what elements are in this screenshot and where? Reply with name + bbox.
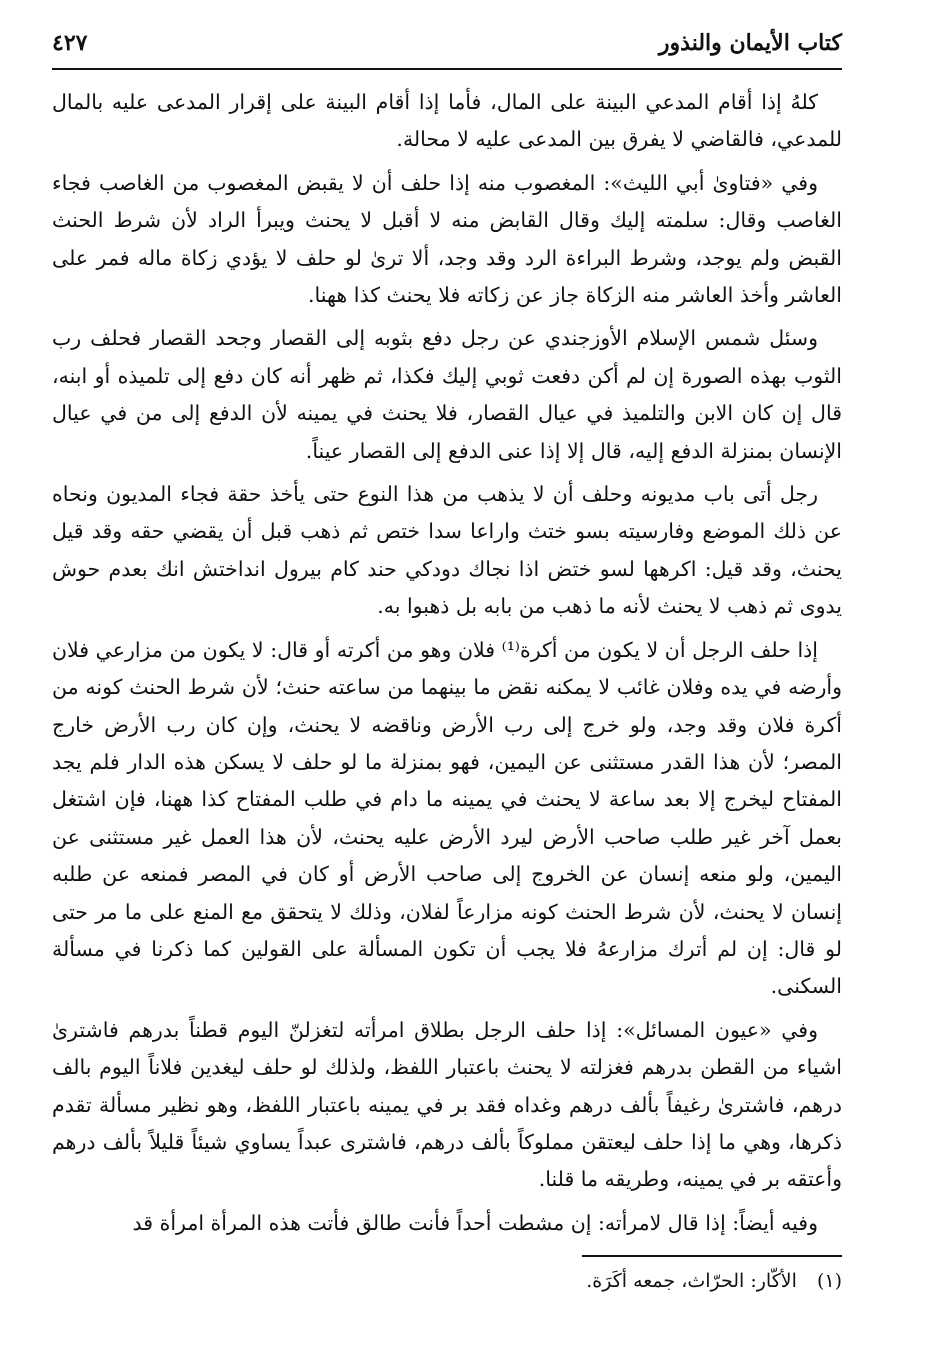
footnote — [52, 1270, 842, 1292]
page-number: ٤٢٧ — [52, 30, 88, 56]
paragraph: وفي «عيون المسائل»: إذا حلف الرجل بطلاق امرأته لتغزلنّ اليوم قطناً بدرهم فاشترىٰ اشياء من القطن بدرهم فغزلته لا يحنث باعتبار اللفظ، ولذلك لو حلف ليغدين فلاناً اليوم بالف درهم، فاشترىٰ رغيفاً بألف درهم وغداه فقد بر في يمينه باعتبار اللفظ، وهو نظير مسألة تقدم ذكرها، وهي ما إذا حلف ليعتقن مملوكاً بألف درهم، فاشترى عبداً يساوي شيئاً قليلاً بألف درهم وأعتقه بر في يمينه، وطريقه ما قلنا. — [52, 1017, 842, 1192]
chapter-title: كتاب الأيمان والنذور — [658, 30, 842, 56]
paragraph: وسئل شمس الإسلام الأوزجندي عن رجل دفع بثوبه إلى القصار وجحد القصار فحلف رب الثوب بهذه الصورة إن لم أكن دفعت ثوبي إليك فكذا، ثم ظهر أنه كان دفع إلى تلميذه أو ابنه، قال إن كان الابن والتلميذ في عيال القصار، فلا يحنث في يمينه لأن الدفع إلى من في عيال الإنسان بمنزلة الدفع إليه، قال إلا إذا عنى الدفع إلى القصار عيناً. — [52, 326, 842, 463]
main-text — [52, 84, 842, 1248]
footnote-number: (١) — [816, 1270, 842, 1292]
paragraph: إذا حلف الرجل أن لا يكون من أكرة⁽¹⁾ فلان وهو من أكرته أو قال: لا يكون من مزارعي فلان وأرضه في يده وفلان غائب لا يمكنه نقض ما بينهما من ساعته حنث؛ لأن شرط الحنث كونه من أكرة فلان وقد وجد، ولو خرج إلى رب الأرض وناقضه لا يحنث، وإن كان رب الأرض خارج المصر؛ لأن هذا القدر مستثنى عن اليمين، فهو بمنزلة ما لو حلف لا يسكن هذه الدار فلم يجد المفتاح ليخرج إلا بعد ساعة لا يحنث في يمينه ما دام في طلب المفتاح كذا ههنا، فإن اشتغل بعمل آخر غير طلب صاحب الأرض ليرد الأرض عليه يحنث، لأن هذا العمل غير مستثنى عن اليمين، ولو منعه إنسان عن الخروج إلى صاحب الأرض أو كان في المصر فمنعه عن طلبه إنسان لا يحنث، لأن شرط الحنث كونه مزارعاً لفلان، وذلك لا يتحقق مع المنع على ما مر حتى لو قال: إن لم أترك مزارعهُ فلا يجب أن تكون المسألة على القولين كما ذكرنا في مسألة السكنى. — [52, 637, 842, 999]
paragraph: رجل أتى باب مديونه وحلف أن لا يذهب من هذا النوع حتى يأخذ حقة فجاء المديون ونحاه عن ذلك الموضع وفارسيته بسو ختث واراعا سدا ختص ثم ذهب قبل أن يقضي حقه وقد قيل يحنث، وقد قيل: اكرهها لسو ختض اذا نجاك دودكي حند كام بيرول انداختش انك بعدم حوش يدوى ثم ذهب لا يحنث لأنه ما ذهب من بابه بل ذهبوا به. — [52, 482, 842, 619]
paragraph: كلهُ إذا أقام المدعي البينة على المال، فأما إذا أقام البينة على إقرار المدعى عليه بالمال للمدعي، فالقاضي لا يفرق بين المدعى عليه لا محالة. — [52, 90, 842, 152]
running-header — [52, 24, 842, 70]
footnote-text: الأكّار: الحرّاث، جمعه أكَرَة. — [586, 1270, 797, 1292]
paragraph: وفيه أيضاً: إذا قال لامرأته: إن مشطت أحداً فأنت طالق فأتت هذه المرأة امرأة قد — [132, 1210, 818, 1235]
footnote-divider — [582, 1255, 842, 1257]
paragraph: وفي «فتاوىٰ أبي الليث»: المغصوب منه إذا حلف أن لا يقبض المغصوب من الغاصب فجاء الغاصب وقال: سلمته إليك وقال القابض منه لا أقبل لا يحنث ويبرأ الراد لأن شرط الحنث القبض ولم يوجد، وشرط البراءة الرد وقد وجد، ألا ترىٰ لو حلف لا يؤدي زكاة ماله فمر على العاشر وأخذ العاشر منه الزكاة جاز عن زكاته فلا يحنث كذا ههنا. — [52, 170, 842, 308]
